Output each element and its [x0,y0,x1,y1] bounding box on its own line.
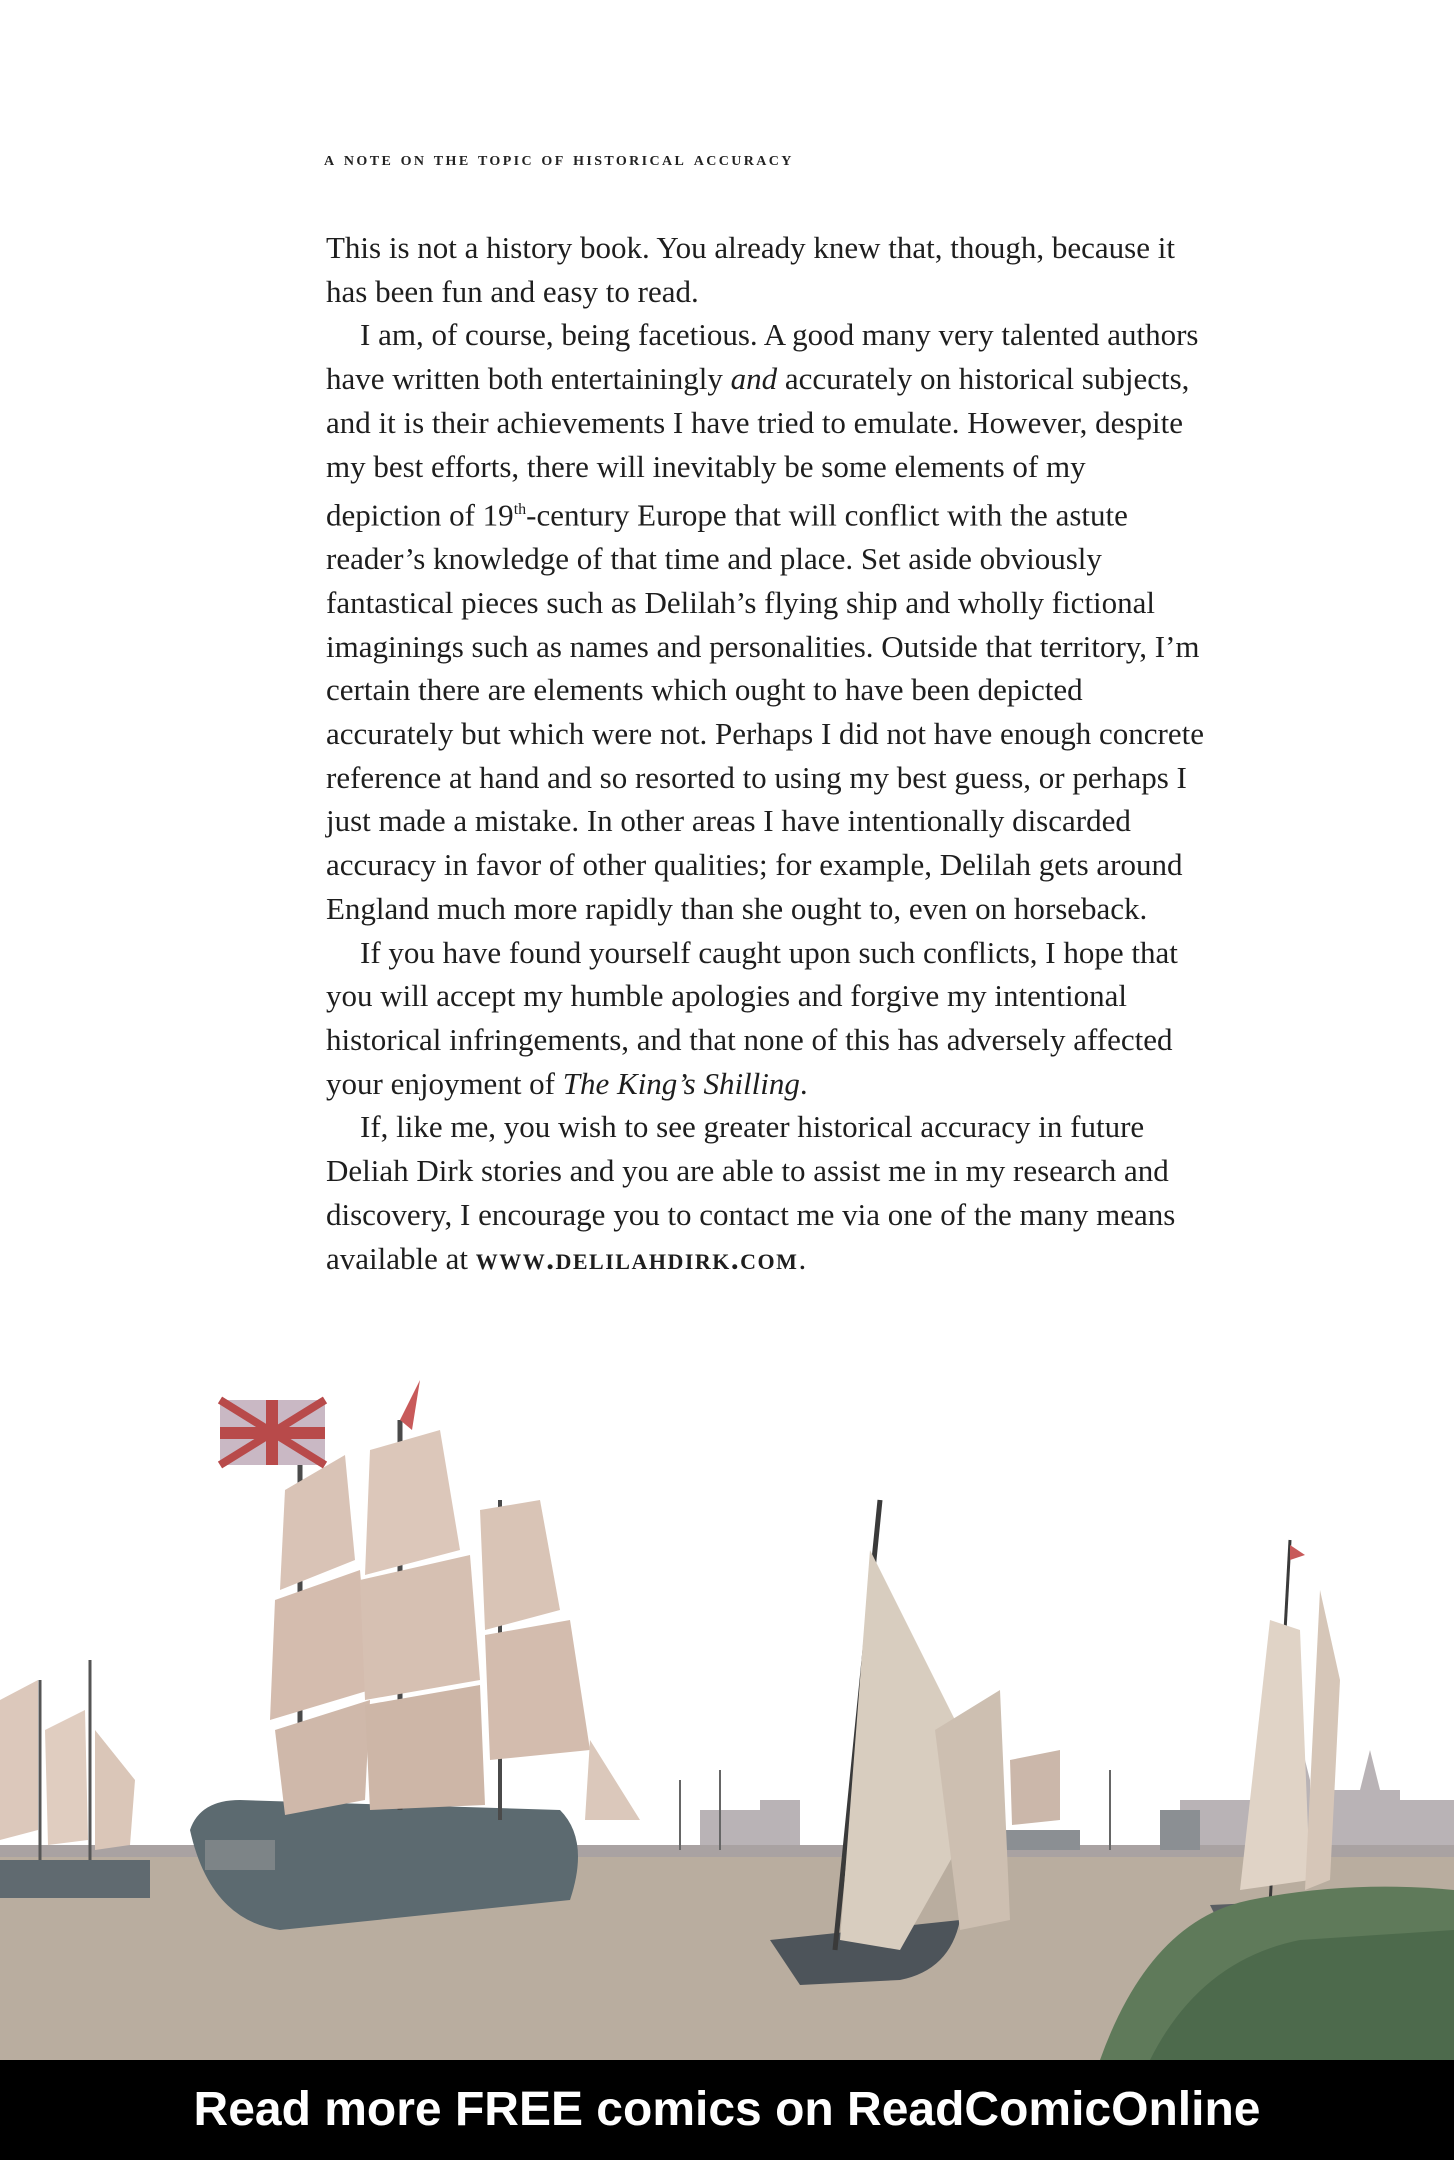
paragraph-2: I am, of course, being facetious. A good many very talented authors have written both entertainingly and accurately on historical subjects, and it is their achievements I have tried to emulate. However, despite my best efforts, there will inevitably be some elements of my depiction of 19th-century Europe that will conflict with the astute reader’s knowledge of that time and place. Set aside obviously fantastical pieces such as Delilah’s flying ship and wholly fictional imaginings such as names and personalities. Outside that territory, I’m certain there are elements which ought to have been depicted accurately but which were not. Perhaps I did not have enough concrete reference at hand and so resorted to using my best guess, or perhaps I just made a mistake. In other areas I have intentionally discarded accuracy in favor of other qualities; for example, Delilah gets around England much more rapidly than she ought to, even on horseback. [326,317,1205,926]
website-link[interactable]: www.delilahdirk.com [475,1240,799,1276]
section-heading: a note on the topic of historical accuracy [324,148,794,170]
book-title: The King’s Shilling [562,1065,800,1101]
harbor-ships-illustration [0,1360,1454,2060]
body-text [326,226,1206,1280]
paragraph-1: This is not a history book. You already knew that, though, because it has been fun and easy to read. [326,230,1175,309]
footer-banner[interactable]: Read more FREE comics on ReadComicOnline [0,2060,1454,2160]
paragraph-4: If, like me, you wish to see greater historical accuracy in future Deliah Dirk stories and you are able to assist me in my research and discovery, I encourage you to contact me via one of the many means available at www.delilahdirk.com. [326,1109,1176,1276]
paragraph-3: If you have found yourself caught upon such conflicts, I hope that you will accept my humble apologies and forgive my intentional historical infringements, and that none of this has adversely affected your enjoyment of The King’s Shilling. [326,934,1178,1101]
